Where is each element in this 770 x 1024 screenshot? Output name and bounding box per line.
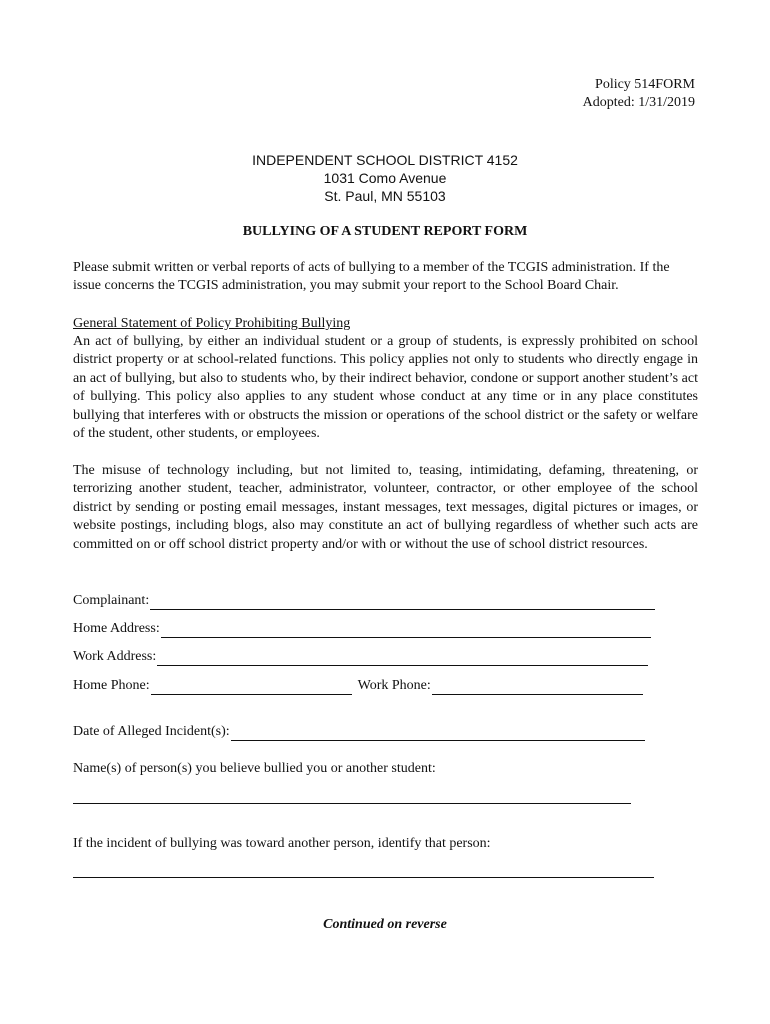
work-address-field[interactable] — [73, 648, 648, 666]
home-address-line[interactable] — [161, 623, 651, 638]
incident-date-label: Date of Alleged Incident(s): — [73, 724, 230, 739]
home-phone-line[interactable] — [151, 680, 352, 695]
phone-fields — [73, 677, 643, 695]
bullied-names-label: Name(s) of person(s) you believe bullied you or another student: — [73, 761, 436, 776]
other-person-line[interactable] — [73, 877, 654, 878]
district-street: 1031 Como Avenue — [323, 170, 447, 186]
district-block — [0, 151, 770, 205]
incident-date-line[interactable] — [231, 726, 645, 741]
bullied-names-line[interactable] — [73, 803, 631, 804]
form-title: BULLYING OF A STUDENT REPORT FORM — [242, 224, 528, 239]
district-name: INDEPENDENT SCHOOL DISTRICT 4152 — [252, 152, 518, 168]
policy-number: Policy 514FORM — [595, 77, 695, 92]
work-address-line[interactable] — [157, 651, 648, 666]
technology-paragraph: The misuse of technology including, but not limited to, teasing, intimidating, defaming, threatening, or terrorizing another student, teacher, administrator, volunteer, contractor, or other employee of the school district by sending or posting email messages, instant messages, text messages, digital pictures or images, or website postings, including blogs, also may constitute an act of bullying regardless of whether such acts are committed on or off school district property and/or with or without the use of school district resources. — [73, 463, 698, 552]
other-person-label: If the incident of bullying was toward another person, identify that person: — [73, 836, 491, 851]
policy-body: An act of bullying, by either an individual student or a group of students, is expressly prohibited on school district property or at school-related functions. This policy applies not only to students who directly engage in an act of bullying, but also to students who, by their indirect behavior, condone or support another student’s act of bullying. This policy also applies to any student whose conduct at any time or in any place constitutes bullying that interferes with or obstructs the mission or operations of the school district or the safety or welfare of the student, other students, or employees. — [73, 334, 698, 442]
work-phone-line[interactable] — [432, 680, 643, 695]
home-address-label: Home Address: — [73, 621, 160, 636]
complainant-label: Complainant: — [73, 593, 150, 608]
complainant-field[interactable] — [73, 592, 655, 610]
home-address-field[interactable] — [73, 620, 651, 638]
continued-note: Continued on reverse — [323, 917, 447, 932]
work-phone-label: Work Phone: — [357, 678, 431, 693]
home-phone-label: Home Phone: — [73, 678, 150, 693]
work-address-label: Work Address: — [73, 649, 157, 664]
district-city: St. Paul, MN 55103 — [324, 188, 446, 204]
intro-paragraph: Please submit written or verbal reports of acts of bullying to a member of the TCGIS administration. If the issue concerns the TCGIS administration, you may submit your report to the School Board Chair. — [73, 260, 670, 294]
incident-date-field[interactable] — [73, 723, 645, 741]
policy-header — [583, 76, 695, 112]
adopted-date: Adopted: 1/31/2019 — [582, 95, 695, 110]
policy-heading: General Statement of Policy Prohibiting Bullying — [73, 316, 351, 331]
complainant-line[interactable] — [150, 595, 655, 610]
